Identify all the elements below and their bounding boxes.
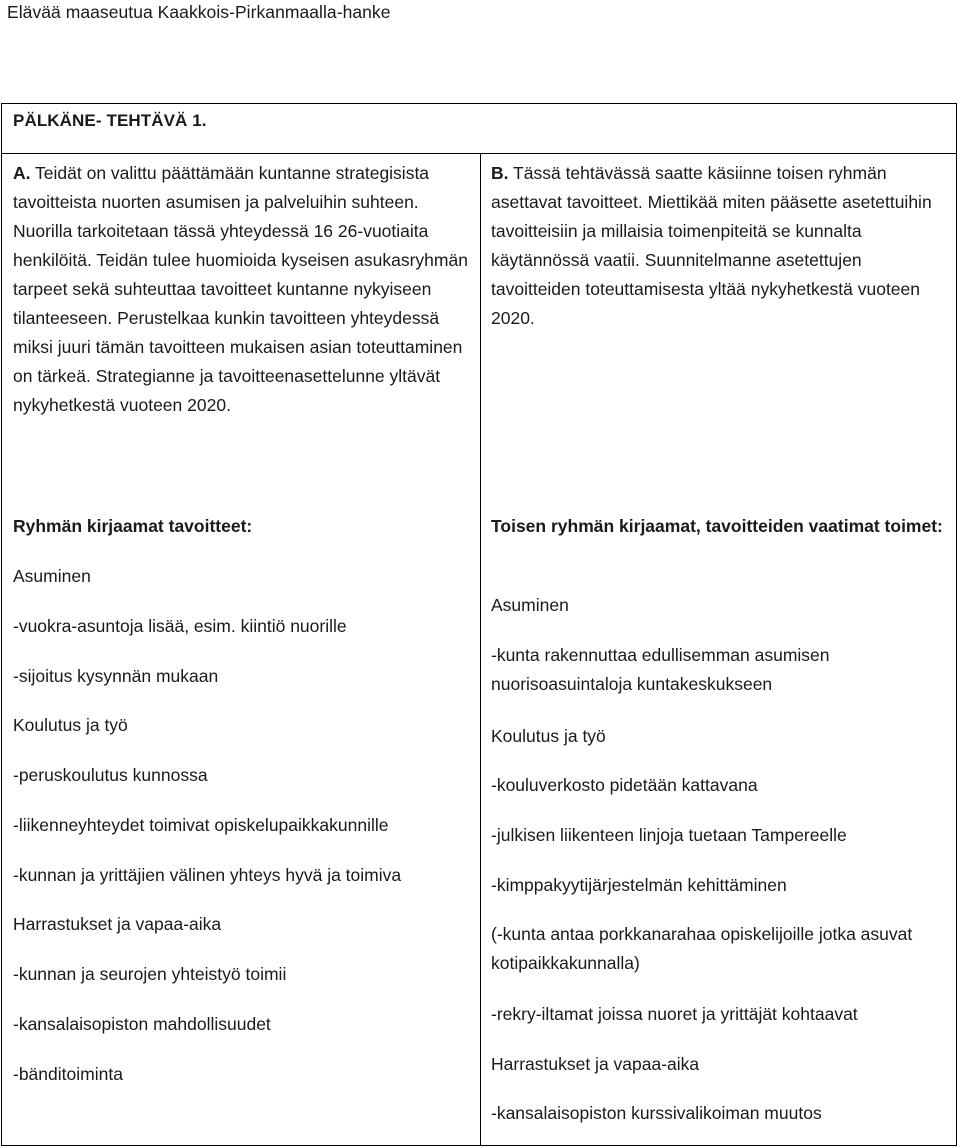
task-title: PÄLKÄNE- TEHTÄVÄ 1. bbox=[13, 111, 207, 130]
right-instruction bbox=[491, 159, 953, 333]
list-item: (-kunta antaa porkkanarahaa opiskelijoille jotka asuvat kotipaikkakunnalla) bbox=[491, 924, 913, 973]
list-item: -julkisen liikenteen linjoja tuetaan Tampereelle bbox=[491, 825, 847, 845]
list-item: Koulutus ja työ bbox=[13, 715, 128, 735]
left-instruction-text: Teidät on valittu päättämään kuntanne strategisista tavoitteista nuorten asumisen ja palveluihin suhteen. Nuorilla tarkoitetaan tässä yhteydessä 16 26-vuotiaita henkilöitä. Teidän tulee huomioida kyseisen asukasryhmän tarpeet sekä suhteuttaa tavoitteet kuntanne nykyiseen tilanteeseen. Perustelkaa kunkin tavoitteen yhteydessä miksi juuri tämän tavoitteen mukaisen asian toteuttaminen on tärkeä. Strategianne ja tavoitteenasettelunne yltävät nykyhetkestä vuoteen 2020. bbox=[13, 163, 468, 415]
left-instruction-label: A. bbox=[13, 163, 31, 183]
list-item: -kunnan ja yrittäjien välinen yhteys hyvä ja toimiva bbox=[13, 865, 402, 885]
right-column bbox=[481, 154, 956, 1145]
list-item: -kimppakyytijärjestelmän kehittäminen bbox=[491, 875, 787, 895]
list-item: Asuminen bbox=[13, 566, 91, 586]
list-item: -rekry-iltamat joissa nuoret ja yrittäjät kohtaavat bbox=[491, 1004, 858, 1024]
list-item: -kansalaisopiston mahdollisuudet bbox=[13, 1014, 271, 1034]
list-item: Harrastukset ja vapaa-aika bbox=[491, 1054, 700, 1074]
list-item: -bänditoiminta bbox=[13, 1064, 123, 1084]
right-instruction-text: Tässä tehtävässä saatte käsiinne toisen ryhmän asettavat tavoitteet. Miettikää miten pääsette asetettuihin tavoitteisiin ja millaisia toimenpiteitä se kunnalta käytännössä vaatii. Suunnitelmanne asetettujen tavoitteiden toteuttamisesta yltää nykyhetkestä vuoteen 2020. bbox=[491, 163, 932, 328]
list-item: -kansalaisopiston kurssivalikoiman muutos bbox=[491, 1103, 822, 1123]
left-instruction bbox=[13, 159, 473, 420]
list-item: Koulutus ja työ bbox=[491, 726, 606, 746]
list-item: -vuokra-asuntoja lisää, esim. kiintiö nuorille bbox=[13, 616, 347, 636]
list-item: -sijoitus kysynnän mukaan bbox=[13, 666, 219, 686]
left-column bbox=[2, 154, 481, 1145]
left-section-heading: Ryhmän kirjaamat tavoitteet: bbox=[13, 516, 253, 536]
task-title-row bbox=[2, 104, 956, 154]
list-item: Harrastukset ja vapaa-aika bbox=[13, 914, 222, 934]
right-instruction-label: B. bbox=[491, 163, 509, 183]
list-item: -kouluverkosto pidetään kattavana bbox=[491, 775, 758, 795]
list-item: Asuminen bbox=[491, 595, 569, 615]
right-section-heading: Toisen ryhmän kirjaamat, tavoitteiden vaatimat toimet: bbox=[491, 516, 943, 536]
task-table bbox=[1, 103, 957, 1146]
document-header: Elävää maaseutua Kaakkois-Pirkanmaalla-hanke bbox=[7, 2, 391, 22]
list-item: -kunta rakennuttaa edullisemman asumisen nuorisoasuintaloja kuntakeskukseen bbox=[491, 645, 830, 694]
list-item: -peruskoulutus kunnossa bbox=[13, 765, 208, 785]
list-item: -liikenneyhteydet toimivat opiskelupaikkakunnille bbox=[13, 815, 389, 835]
list-item: -kunnan ja seurojen yhteistyö toimii bbox=[13, 964, 287, 984]
